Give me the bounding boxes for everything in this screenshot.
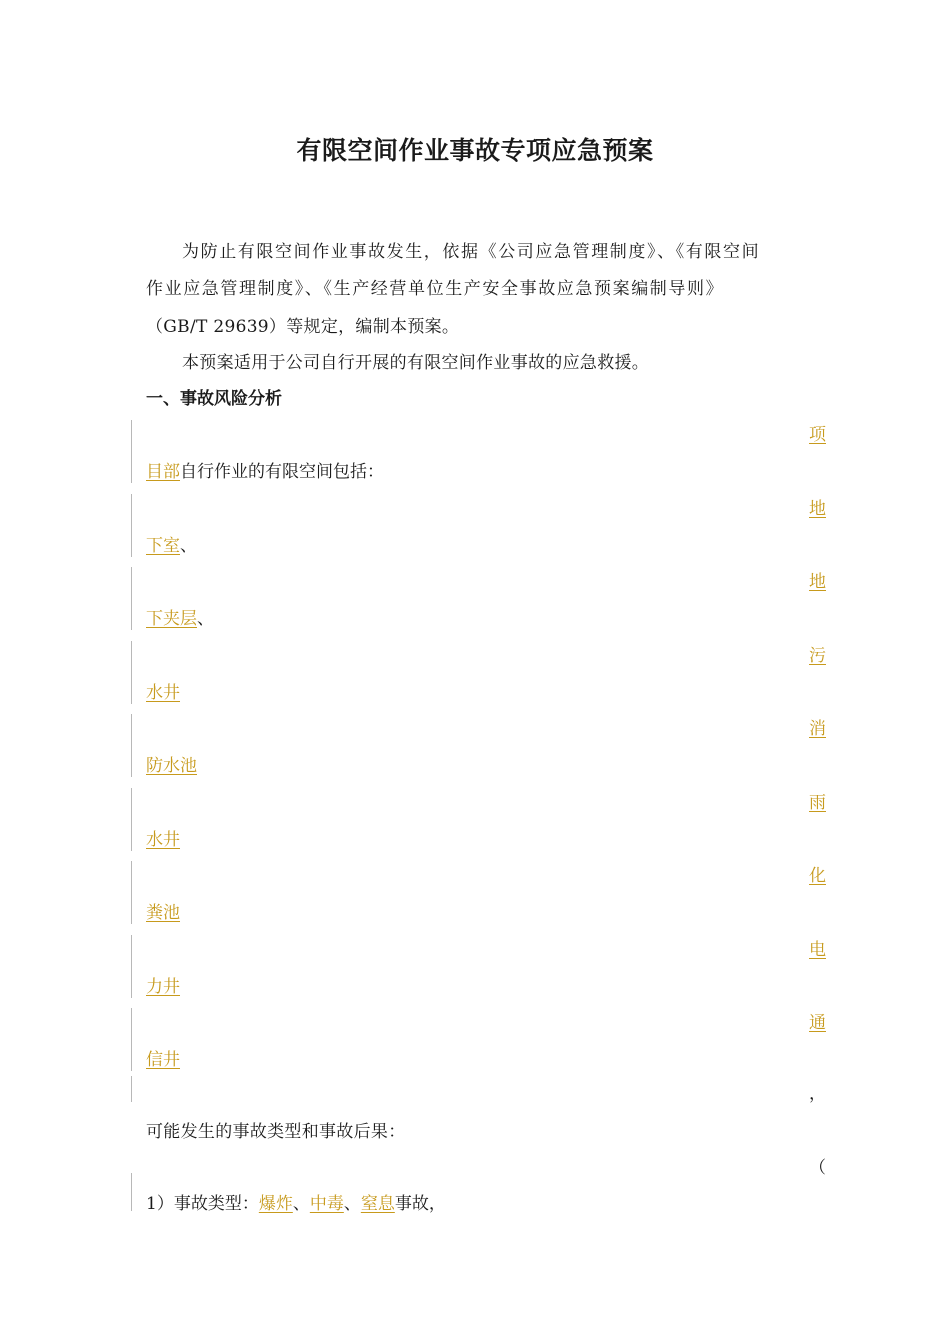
accident-types-label: 可能发生的事故类型和事故后果： <box>146 1122 406 1142</box>
space-row-line <box>146 898 180 923</box>
space-link-part-left[interactable]: 下室 <box>146 536 180 556</box>
revision-bar <box>131 1173 132 1211</box>
space-row <box>131 788 831 851</box>
revision-bar <box>131 641 132 704</box>
space-row-line <box>146 531 197 556</box>
sep: 、 <box>292 1194 310 1214</box>
intro-line-1: 为防止有限空间作业事故发生，依据《公司应急管理制度》、《有限空间 <box>182 242 761 262</box>
space-link-part-right[interactable]: 地 <box>809 499 826 519</box>
revision-bar <box>131 935 132 998</box>
space-row-line <box>146 1045 180 1070</box>
section-heading-risk-analysis: 一、事故风险分析 <box>146 389 282 409</box>
space-link-part-right[interactable]: 消 <box>809 719 826 739</box>
space-row <box>131 567 831 630</box>
space-link-part-right[interactable]: 地 <box>809 572 826 592</box>
scope-paragraph: 本预案适用于公司自行开展的有限空间作业事故的应急救援。 <box>182 353 650 373</box>
comma-text: ， <box>809 1084 826 1104</box>
space-link-part-left[interactable]: 粪池 <box>146 903 180 923</box>
space-link-part-right[interactable]: 污 <box>809 646 826 666</box>
space-row <box>131 641 831 704</box>
revision-bar <box>131 714 132 777</box>
sep: 、 <box>343 1194 361 1214</box>
space-row <box>131 494 831 557</box>
revision-bar <box>131 788 132 851</box>
space-row-text: 自行作业的有限空间包括： <box>180 462 384 482</box>
space-row-line <box>146 751 197 776</box>
space-row-text: 、 <box>180 536 197 556</box>
link-explosion[interactable]: 爆炸 <box>258 1194 293 1214</box>
paren-open: （ <box>809 1158 826 1178</box>
intro-line-3: （GB/T 29639）等规定，编制本预案。 <box>146 317 460 337</box>
document-title: 有限空间作业事故专项应急预案 <box>296 136 654 165</box>
item-1-row <box>131 1153 831 1214</box>
space-link-part-left[interactable]: 目部 <box>146 462 180 482</box>
space-link-part-left[interactable]: 信井 <box>146 1050 180 1070</box>
space-link-part-right[interactable]: 雨 <box>809 793 826 813</box>
space-link-part-right[interactable]: 电 <box>809 940 826 960</box>
item-1 <box>146 1189 446 1214</box>
space-row-text: 、 <box>197 609 214 629</box>
revision-bar <box>131 861 132 924</box>
comma-row <box>131 1076 831 1102</box>
space-row <box>131 714 831 777</box>
item-1-suffix: 事故， <box>394 1194 446 1214</box>
space-link-part-right[interactable]: 项 <box>809 425 826 445</box>
space-link-part-right[interactable]: 通 <box>809 1013 826 1033</box>
revision-bar <box>131 420 132 483</box>
link-poisoning[interactable]: 中毒 <box>309 1194 344 1214</box>
space-row-line <box>146 604 214 629</box>
space-link-part-left[interactable]: 防水池 <box>146 756 197 776</box>
space-row-line <box>146 457 384 482</box>
revision-bar <box>131 567 132 630</box>
revision-bar <box>131 1076 132 1102</box>
space-row-line <box>146 972 180 997</box>
space-row <box>131 1008 831 1071</box>
space-row-line <box>146 678 180 703</box>
space-row <box>131 861 831 924</box>
space-link-part-left[interactable]: 水井 <box>146 830 180 850</box>
link-asphyxia[interactable]: 窒息 <box>360 1194 395 1214</box>
revision-bar <box>131 494 132 557</box>
space-link-part-left[interactable]: 力井 <box>146 977 180 997</box>
space-link-part-left[interactable]: 水井 <box>146 683 180 703</box>
space-row-line <box>146 825 180 850</box>
item-1-prefix: 1）事故类型： <box>146 1194 259 1214</box>
revision-bar <box>131 1008 132 1071</box>
space-link-part-right[interactable]: 化 <box>809 866 826 886</box>
space-row <box>131 420 831 483</box>
intro-line-2: 作业应急管理制度》、《生产经营单位生产安全事故应急预案编制导则》 <box>146 279 725 299</box>
space-row <box>131 935 831 998</box>
space-link-part-left[interactable]: 下夹层 <box>146 609 197 629</box>
